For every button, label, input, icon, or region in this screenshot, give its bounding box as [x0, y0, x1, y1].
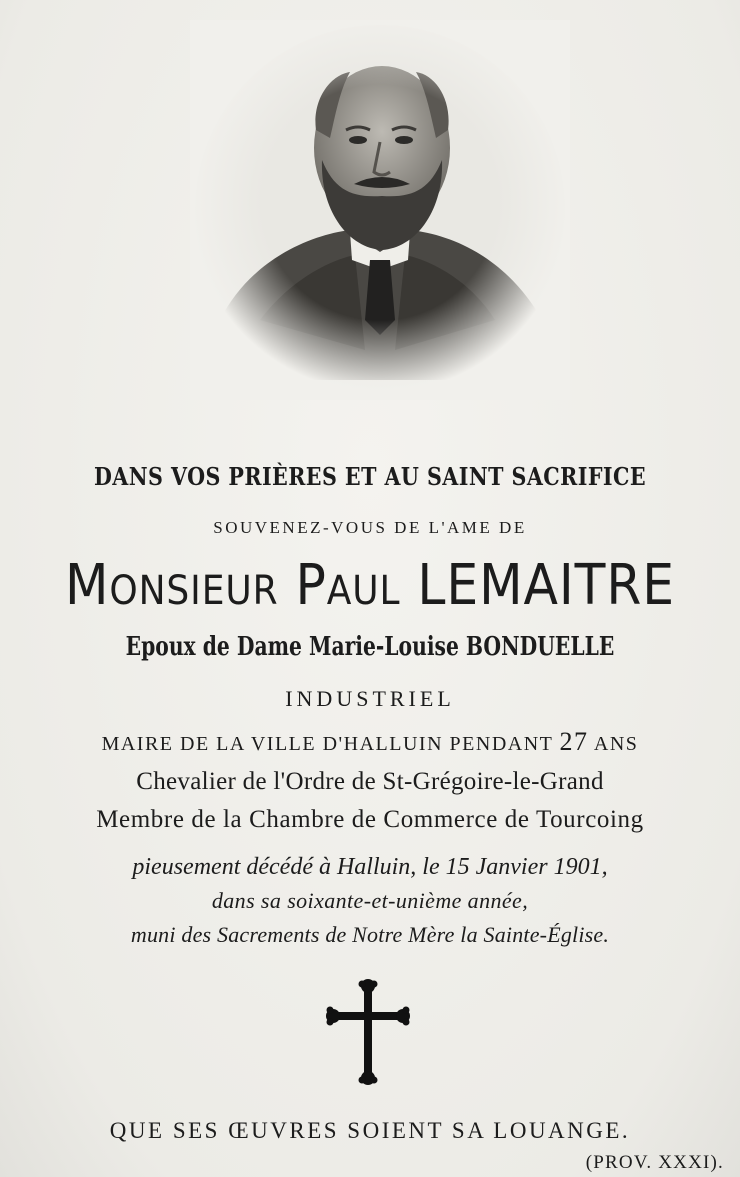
deceased-name: [37, 553, 703, 624]
mayor-text: MAIRE DE LA VILLE D'HALLUIN PENDANT: [101, 733, 553, 755]
cross-icon: [326, 978, 410, 1086]
mayor-line: [0, 727, 740, 757]
prayer-line: DANS VOS PRIÈRES ET AU SAINT SACRIFICE: [93, 462, 647, 491]
bible-reference: (PROV. XXXI).: [585, 1152, 724, 1173]
sacraments-line: muni des Sacrements de Notre Mère la Sainte-Église.: [130, 922, 610, 947]
name-first-initial: P: [295, 553, 327, 618]
spouse-line: Epoux de Dame Marie-Louise BONDUELLE: [125, 632, 615, 662]
age-line: dans sa soixante-et-unième année,: [211, 888, 529, 913]
chevalier-line: Chevalier de l'Ordre de St-Grégoire-le-Grand: [136, 768, 604, 795]
mayor-unit: ANS: [593, 733, 639, 755]
membre-line: Membre de la Chambre de Commerce de Tourcoing: [96, 806, 644, 833]
name-surname: LEMAITRE: [417, 553, 676, 618]
souvenez-line: SOUVENEZ-VOUS DE L'AME DE: [213, 518, 527, 537]
name-first-rest: AUL: [326, 568, 401, 614]
name-title-initial: M: [64, 553, 110, 618]
name-title-rest: ONSIEUR: [109, 568, 279, 614]
mayor-years: 27: [559, 727, 589, 756]
motto-line: QUE SES ŒUVRES SOIENT SA LOUANGE.: [109, 1118, 631, 1143]
portrait-image: [190, 20, 570, 400]
profession-line: INDUSTRIEL: [285, 686, 455, 711]
death-line: pieusement décédé à Halluin, le 15 Janvier 1901,: [132, 854, 608, 880]
portrait-photo: [190, 20, 570, 400]
